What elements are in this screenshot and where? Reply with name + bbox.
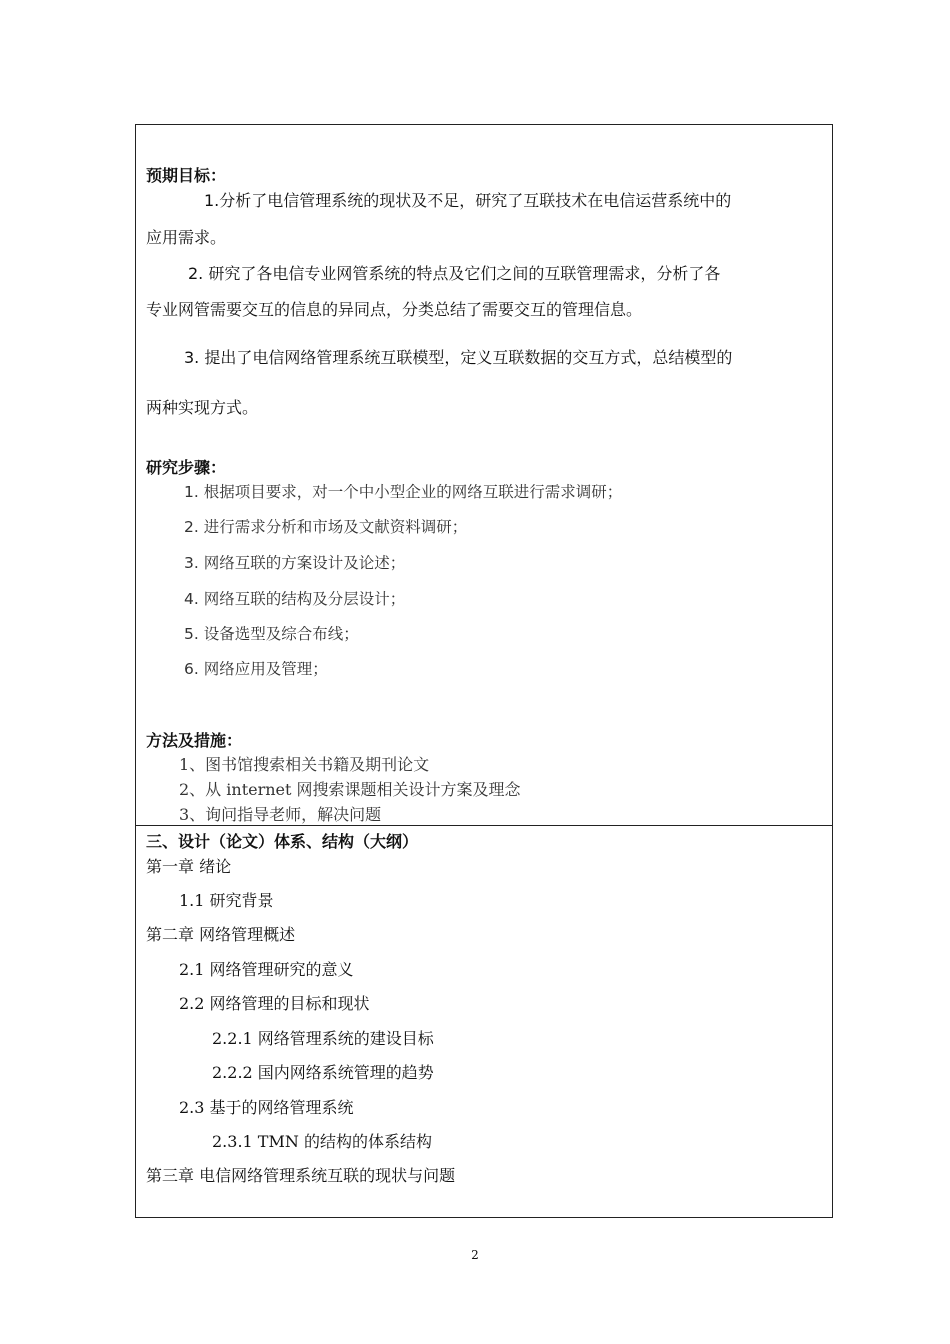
table-row-divider — [136, 825, 832, 826]
goal-2-line-1: 2. 研究了各电信专业网管系统的特点及它们之间的互联管理需求，分析了各 — [188, 264, 721, 283]
content-table — [135, 124, 833, 1218]
step-item: 1. 根据项目要求，对一个中小型企业的网络互联进行需求调研； — [184, 483, 623, 501]
step-item: 2. 进行需求分析和市场及文献资料调研； — [184, 518, 468, 536]
outline-subsection: 2.2.2 国内网络系统管理的趋势 — [212, 1063, 434, 1082]
outline-section: 1.1 研究背景 — [179, 891, 274, 910]
page-number: 2 — [471, 1248, 479, 1262]
outline-chapter: 第三章 电信网络管理系统互联的现状与问题 — [146, 1166, 456, 1185]
outline-section: 2.1 网络管理研究的意义 — [179, 960, 354, 979]
outline-section: 2.3 基于的网络管理系统 — [179, 1098, 354, 1117]
step-item: 4. 网络互联的结构及分层设计； — [184, 590, 406, 608]
outline-heading: 三、设计（论文）体系、结构（大纲） — [146, 832, 419, 851]
step-item: 5. 设备选型及综合布线； — [184, 625, 359, 643]
step-item: 3. 网络互联的方案设计及论述； — [184, 554, 406, 572]
step-item: 6. 网络应用及管理； — [184, 660, 328, 678]
steps-heading: 研究步骤： — [146, 458, 227, 477]
goal-1-line-2: 应用需求。 — [146, 228, 227, 247]
goals-heading: 预期目标： — [146, 166, 227, 185]
method-item: 1、图书馆搜索相关书籍及期刊论文 — [179, 755, 430, 774]
goal-3-line-2: 两种实现方式。 — [146, 398, 259, 417]
outline-subsection: 2.2.1 网络管理系统的建设目标 — [212, 1029, 434, 1048]
outline-section: 2.2 网络管理的目标和现状 — [179, 994, 370, 1013]
goal-1-line-1: 1.分析了电信管理系统的现状及不足，研究了互联技术在电信运营系统中的 — [204, 191, 732, 210]
method-item: 2、从 internet 网搜索课题相关设计方案及理念 — [179, 780, 521, 799]
methods-heading: 方法及措施： — [146, 731, 243, 750]
method-item: 3、询问指导老师，解决问题 — [179, 805, 382, 824]
outline-chapter: 第二章 网络管理概述 — [146, 925, 296, 944]
goal-3-line-1: 3. 提出了电信网络管理系统互联模型，定义互联数据的交互方式，总结模型的 — [184, 348, 733, 367]
outline-subsection: 2.3.1 TMN 的结构的体系结构 — [212, 1132, 432, 1151]
outline-chapter: 第一章 绪论 — [146, 857, 232, 876]
goal-2-line-2: 专业网管需要交互的信息的异同点，分类总结了需要交互的管理信息。 — [146, 300, 643, 319]
